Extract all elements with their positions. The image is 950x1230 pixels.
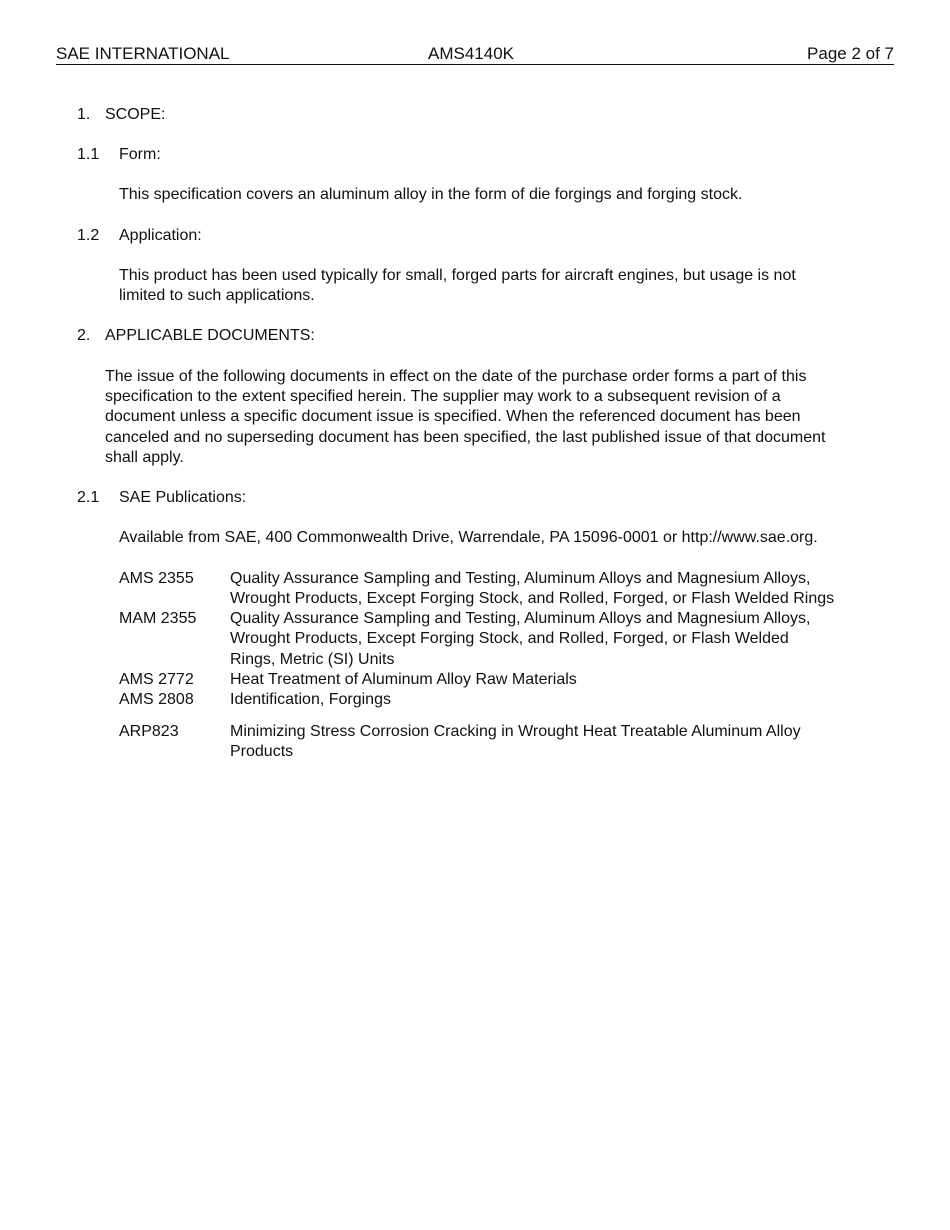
reference-title [230,690,880,710]
header-organization: SAE INTERNATIONAL [56,44,230,63]
reference-title-line: Products [230,743,294,761]
reference-title [230,569,880,610]
reference-title [230,670,880,690]
reference-code: AMS 2808 [119,691,194,708]
reference-title-line: Wrought Products, Except Forging Stock, and Rolled, Forged, or Flash Welded Rings [230,590,835,608]
reference-title-line: Rings, Metric (SI) Units [230,650,395,668]
section-2-text-line-5: shall apply. [105,449,184,466]
reference-title [230,722,880,763]
page-header [56,44,894,65]
reference-code: AMS 2355 [119,570,194,587]
reference-title-line: Identification, Forgings [230,691,391,708]
section-1-1-text: This specification covers an aluminum alloy in the form of die forgings and forging stock. [119,186,743,203]
section-2-text-line-4: canceled and no superseding document has been specified, the last published issue of that document [105,429,826,446]
section-1-1-number: 1.1 [77,146,100,163]
reference-code: ARP823 [119,723,179,740]
header-document-id: AMS4140K [428,44,514,63]
section-1-number: 1. [77,106,91,123]
section-2-text-line-1: The issue of the following documents in effect on the date of the purchase order forms a part of this [105,368,807,385]
section-1-2-text-line-1: This product has been used typically for small, forged parts for aircraft engines, but usage is not [119,267,796,284]
section-1-2-number: 1.2 [77,227,100,244]
reference-code: MAM 2355 [119,610,197,627]
section-2-1-number: 2.1 [77,489,100,506]
reference-title-line: Wrought Products, Except Forging Stock, and Rolled, Forged, or Flash Welded [230,630,789,648]
section-2-number: 2. [77,327,91,344]
reference-title-line: Minimizing Stress Corrosion Cracking in Wrought Heat Treatable Aluminum Alloy [230,723,801,740]
section-1-2-text-line-2: limited to such applications. [119,287,315,304]
reference-title-line: Quality Assurance Sampling and Testing, Aluminum Alloys and Magnesium Alloys, [230,570,811,587]
reference-title [230,609,880,670]
header-page-number: Page 2 of 7 [807,44,894,63]
section-1-title: SCOPE: [105,106,166,123]
sae-availability-text: Available from SAE, 400 Commonwealth Drive, Warrendale, PA 15096-0001 or http://www.sae.org. [119,529,818,546]
section-2-text-line-3: document unless a specific document issue is specified. When the referenced document has been [105,408,801,425]
section-2-text-line-2: specification to the extent specified herein. The supplier may work to a subsequent revision of a [105,388,781,405]
section-2-1-title: SAE Publications: [119,489,247,506]
reference-title-line: Quality Assurance Sampling and Testing, Aluminum Alloys and Magnesium Alloys, [230,610,811,627]
reference-title-line: Heat Treatment of Aluminum Alloy Raw Materials [230,671,577,688]
reference-code: AMS 2772 [119,671,194,688]
section-1-2-title: Application: [119,227,202,244]
section-2-title: APPLICABLE DOCUMENTS: [105,327,315,344]
section-1-1-title: Form: [119,146,161,163]
